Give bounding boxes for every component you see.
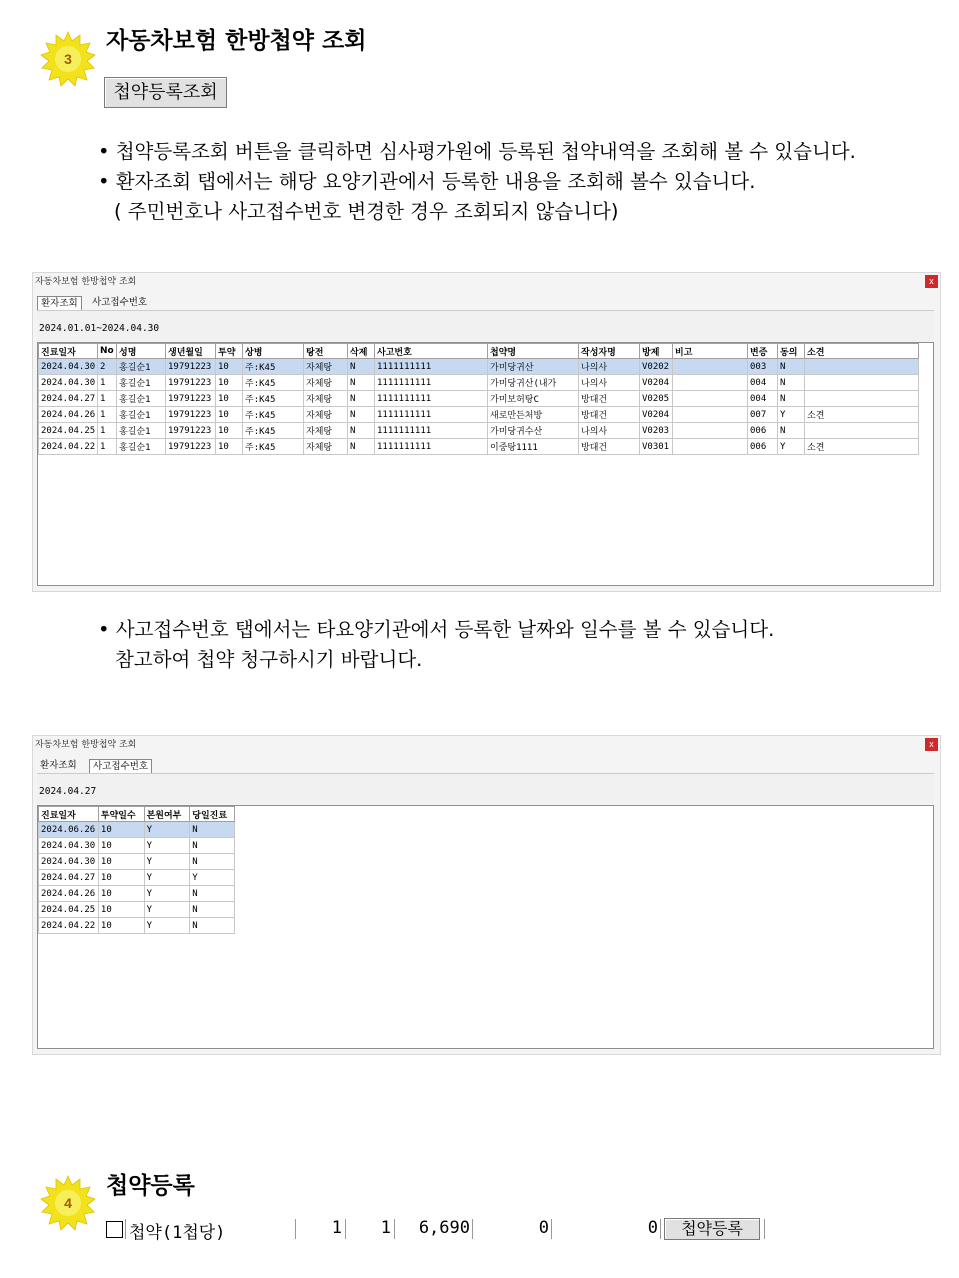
table-cell: 10 [98, 886, 144, 902]
table-cell: 2024.04.30 [39, 375, 98, 391]
herbal-register-button[interactable]: 첩약등록 [664, 1218, 760, 1240]
table-cell: 2024.04.26 [39, 886, 99, 902]
table-row[interactable] [39, 407, 919, 423]
table-cell: 주:K45 [243, 391, 304, 407]
table-cell: 자체탕 [304, 407, 348, 423]
table-cell: 주:K45 [243, 407, 304, 423]
window-title: 자동차보험 한방첩약 조회 [35, 740, 137, 750]
table-row[interactable] [39, 886, 235, 902]
table-cell: V0203 [640, 423, 673, 439]
table-cell: 방대건 [579, 391, 640, 407]
table-cell: Y [144, 886, 190, 902]
table-cell: N [348, 359, 375, 375]
table-cell: 주:K45 [243, 359, 304, 375]
table-cell: N [778, 391, 805, 407]
table-cell: 007 [748, 407, 778, 423]
bullet-lookup-button: • 첩약등록조회 버튼을 클릭하면 심사평가원에 등록된 첩약내역을 조회해 볼 수 있습니다. [98, 140, 856, 163]
table-cell: 006 [748, 439, 778, 455]
table-cell: 1 [98, 391, 117, 407]
herbal-lookup-button[interactable]: 첩약등록조회 [104, 77, 227, 108]
table-cell: N [778, 423, 805, 439]
table-cell [805, 375, 919, 391]
table-cell: 가미당귀수산 [488, 423, 579, 439]
table-cell: 자체탕 [304, 375, 348, 391]
column-header[interactable]: 탕전 [304, 344, 348, 359]
column-header[interactable]: 동의 [778, 344, 805, 359]
accident-date: 2024.04.27 [39, 786, 97, 797]
table-cell: 홍길순1 [117, 391, 166, 407]
table-row[interactable] [39, 359, 919, 375]
checkbox-label: 첩약(1첩당) [129, 1223, 226, 1243]
bullet-patient-tab: • 환자조회 탭에서는 해당 요양기관에서 등록한 내용을 조회해 볼수 있습니다. [98, 170, 756, 193]
table-cell: 방대건 [579, 407, 640, 423]
table-cell: 1111111111 [375, 439, 488, 455]
column-header[interactable]: 진료일자 [39, 807, 99, 822]
table-cell: 나의사 [579, 359, 640, 375]
table-cell: N [190, 838, 235, 854]
table-cell [673, 423, 748, 439]
table-cell: 가미당귀산 [488, 359, 579, 375]
column-header[interactable]: 당일진료 [190, 807, 235, 822]
table-cell: 10 [216, 375, 243, 391]
table-cell: 19791223 [166, 359, 216, 375]
table-cell: 10 [98, 918, 144, 934]
table-cell: 나의사 [579, 423, 640, 439]
column-header[interactable]: 소견 [805, 344, 919, 359]
table-cell [673, 359, 748, 375]
table-cell: 10 [98, 854, 144, 870]
column-header[interactable]: 성명 [117, 344, 166, 359]
bullet-note: ( 주민번호나 사고접수번호 변경한 경우 조회되지 않습니다) [114, 200, 619, 223]
table-cell: 2 [98, 359, 117, 375]
table-cell: 1 [98, 375, 117, 391]
table-cell: Y [144, 918, 190, 934]
table-cell: 소견 [805, 407, 919, 423]
table-cell: 자체탕 [304, 423, 348, 439]
table-cell: N [778, 375, 805, 391]
table-cell: 2024.04.22 [39, 439, 98, 455]
tab-accident-number[interactable]: 사고접수번호 [89, 759, 152, 774]
table-cell: 10 [216, 423, 243, 439]
table-cell: Y [144, 870, 190, 886]
table-cell: 19791223 [166, 375, 216, 391]
table-cell: 1111111111 [375, 407, 488, 423]
close-icon[interactable]: x [925, 275, 938, 288]
table-row[interactable] [39, 375, 919, 391]
window-title: 자동차보험 한방첩약 조회 [35, 277, 137, 287]
table-cell: 1 [98, 439, 117, 455]
table-cell: 2024.04.27 [39, 391, 98, 407]
table-cell: 1111111111 [375, 423, 488, 439]
table-cell: V0202 [640, 359, 673, 375]
table-cell: 19791223 [166, 439, 216, 455]
table-cell: 가미보허탕C [488, 391, 579, 407]
table-cell: N [348, 407, 375, 423]
table-cell: N [190, 886, 235, 902]
column-header[interactable]: No [98, 344, 117, 359]
column-header[interactable]: 작성자명 [579, 344, 640, 359]
column-header[interactable]: 진료일자 [39, 344, 98, 359]
table-cell: 홍길순1 [117, 407, 166, 423]
bullet-accident-note: 참고하여 첩약 청구하시기 바랍니다. [115, 648, 423, 671]
table-cell: Y [144, 902, 190, 918]
table-cell: V0204 [640, 407, 673, 423]
table-cell: 2024.04.25 [39, 423, 98, 439]
table-cell: 10 [216, 407, 243, 423]
table-cell: 새로만든처방 [488, 407, 579, 423]
table-cell: 10 [98, 822, 144, 838]
table-cell: 자체탕 [304, 359, 348, 375]
table-cell: 1111111111 [375, 375, 488, 391]
table-cell: V0301 [640, 439, 673, 455]
step-3-number: 3 [64, 51, 72, 67]
table-cell: 2024.04.27 [39, 870, 99, 886]
table-cell: 004 [748, 375, 778, 391]
tab-accident-number[interactable]: 사고접수번호 [89, 296, 150, 310]
column-header[interactable]: 변증 [748, 344, 778, 359]
herbal-lookup-window-patient [32, 272, 941, 592]
table-cell: Y [144, 854, 190, 870]
table-cell: 2024.04.30 [39, 359, 98, 375]
column-header[interactable]: 비고 [673, 344, 748, 359]
table-row[interactable] [39, 902, 235, 918]
column-header[interactable]: 방제 [640, 344, 673, 359]
date-range: 2024.01.01~2024.04.30 [39, 323, 160, 334]
table-cell: N [190, 902, 235, 918]
step-4-number: 4 [64, 1195, 72, 1211]
table-cell: 나의사 [579, 375, 640, 391]
table-row[interactable] [39, 854, 235, 870]
table-cell: 이중탕1111 [488, 439, 579, 455]
table-cell: N [348, 423, 375, 439]
table-cell: 2024.06.26 [39, 822, 99, 838]
table-cell: 2024.04.26 [39, 407, 98, 423]
tab-patient[interactable]: 환자조회 [37, 759, 80, 773]
filter-strip [37, 310, 934, 341]
table-cell: 10 [98, 838, 144, 854]
table-cell: V0204 [640, 375, 673, 391]
column-header[interactable]: 사고번호 [375, 344, 488, 359]
table-cell: 1 [98, 407, 117, 423]
table-cell: N [348, 439, 375, 455]
table-cell: 1111111111 [375, 391, 488, 407]
herbal-checkbox[interactable] [106, 1221, 123, 1238]
bullet-accident-tab: • 사고접수번호 탭에서는 타요양기관에서 등록한 날짜와 일수를 볼 수 있습니다. [98, 618, 775, 641]
table-cell [673, 391, 748, 407]
value-4: 0 [538, 1218, 549, 1238]
table-cell: V0205 [640, 391, 673, 407]
column-header[interactable]: 투약 [216, 344, 243, 359]
table-cell: 홍길순1 [117, 439, 166, 455]
tab-patient[interactable]: 환자조회 [37, 296, 82, 311]
table-cell: 주:K45 [243, 423, 304, 439]
table-cell [805, 391, 919, 407]
table-cell: Y [190, 870, 235, 886]
table-row[interactable] [39, 391, 919, 407]
table-cell: 2024.04.25 [39, 902, 99, 918]
section-4-title: 첩약등록 [106, 1173, 195, 1199]
value-price: 6,690 [418, 1218, 470, 1238]
table-cell: Y [778, 439, 805, 455]
table-cell: N [778, 359, 805, 375]
table-row[interactable] [39, 439, 919, 455]
table-cell: 주:K45 [243, 375, 304, 391]
table-cell: 19791223 [166, 391, 216, 407]
table-cell: 10 [216, 391, 243, 407]
table-cell: Y [778, 407, 805, 423]
table-cell: 10 [216, 359, 243, 375]
value-2: 1 [380, 1218, 391, 1238]
table-cell: 1 [98, 423, 117, 439]
herbal-lookup-window-accident [32, 735, 941, 1055]
table-row[interactable] [39, 822, 235, 838]
column-header[interactable]: 생년월일 [166, 344, 216, 359]
table-cell: N [190, 854, 235, 870]
herbal-register-row [106, 1217, 766, 1241]
table-cell: Y [144, 838, 190, 854]
table-cell [673, 375, 748, 391]
column-header[interactable]: 첩약명 [488, 344, 579, 359]
table-cell: N [348, 391, 375, 407]
table-cell: 자체탕 [304, 439, 348, 455]
table-cell: 주:K45 [243, 439, 304, 455]
table-cell: N [190, 822, 235, 838]
table-cell: 자체탕 [304, 391, 348, 407]
table-row[interactable] [39, 918, 235, 934]
table-cell: 홍길순1 [117, 359, 166, 375]
table-cell: 004 [748, 391, 778, 407]
table-cell: 19791223 [166, 407, 216, 423]
table-cell: 홍길순1 [117, 375, 166, 391]
patient-grid [37, 342, 934, 586]
table-cell: 가미당귀산(내가 [488, 375, 579, 391]
value-1: 1 [331, 1218, 342, 1238]
column-header[interactable]: 본원여부 [144, 807, 190, 822]
table-cell: 006 [748, 423, 778, 439]
column-header[interactable]: 삭제 [348, 344, 375, 359]
table-cell: 10 [98, 870, 144, 886]
filter-strip [37, 773, 934, 804]
table-cell [805, 359, 919, 375]
table-cell: N [190, 918, 235, 934]
close-icon[interactable]: x [925, 738, 938, 751]
table-cell: 10 [216, 439, 243, 455]
table-cell: 2024.04.30 [39, 854, 99, 870]
table-cell: 19791223 [166, 423, 216, 439]
table-cell: Y [144, 822, 190, 838]
table-cell: 2024.04.30 [39, 838, 99, 854]
table-cell: 1111111111 [375, 359, 488, 375]
table-cell: N [348, 375, 375, 391]
section-3-title: 자동차보험 한방첩약 조회 [106, 28, 367, 54]
table-cell [805, 423, 919, 439]
table-row[interactable] [39, 838, 235, 854]
table-cell: 소견 [805, 439, 919, 455]
table-row[interactable] [39, 423, 919, 439]
accident-grid [37, 805, 934, 1049]
table-cell: 003 [748, 359, 778, 375]
table-cell: 10 [98, 902, 144, 918]
table-cell: 홍길순1 [117, 423, 166, 439]
table-row[interactable] [39, 870, 235, 886]
column-header[interactable]: 상병 [243, 344, 304, 359]
table-cell: 방대건 [579, 439, 640, 455]
table-cell: 2024.04.22 [39, 918, 99, 934]
table-cell [673, 439, 748, 455]
value-5: 0 [647, 1218, 658, 1238]
table-cell [673, 407, 748, 423]
column-header[interactable]: 투약일수 [98, 807, 144, 822]
